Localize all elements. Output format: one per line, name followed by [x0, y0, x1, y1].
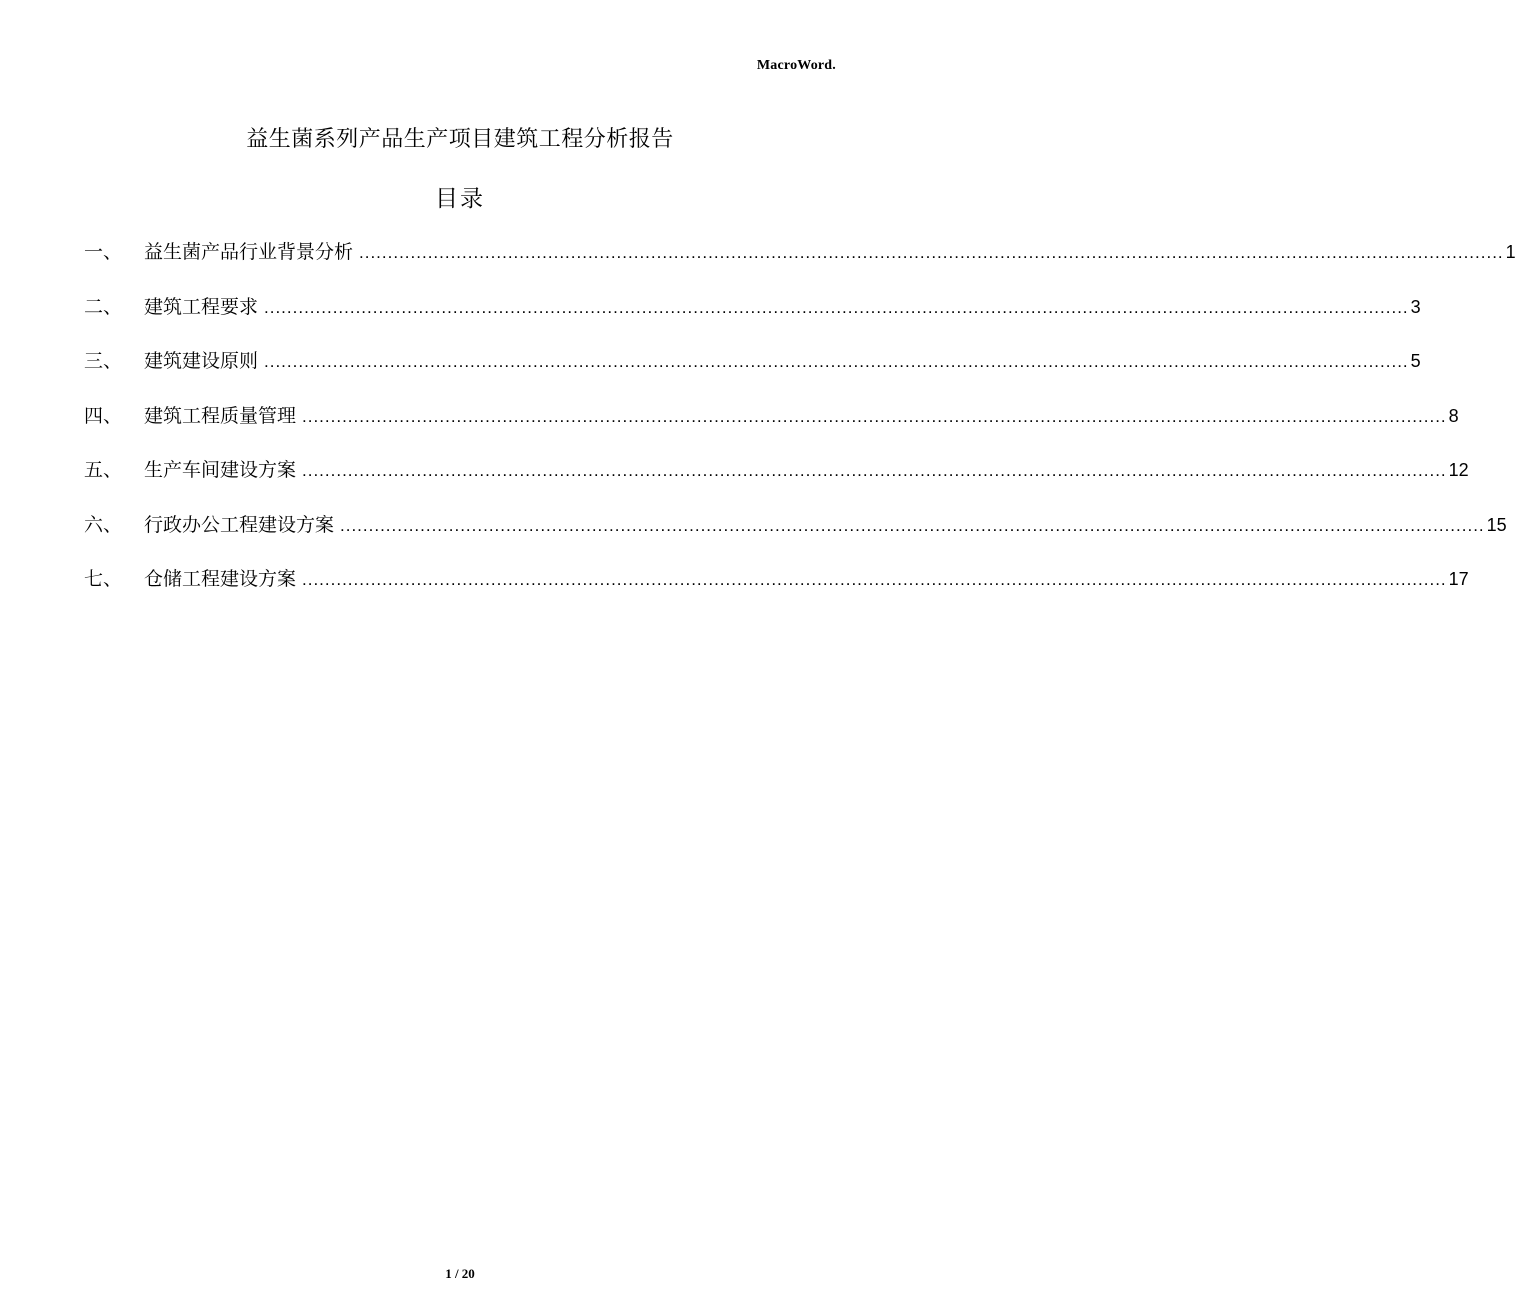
toc-entry-number: 五、: [84, 459, 123, 481]
toc-entry-number: 七、: [84, 568, 123, 590]
toc-entry-page: 17: [1448, 569, 1469, 589]
toc-entry-number: 四、: [84, 404, 123, 427]
document-title: 益生菌系列产品生产项目建筑工程分析报告: [246, 127, 674, 152]
toc-dot-leader: ........................................................................................................................................................................................................: [264, 297, 1409, 317]
toc-entry[interactable]: [84, 402, 1459, 457]
toc-dot-leader: ........................................................................................................................................................................................................: [359, 243, 1504, 262]
toc-entry-page: 1: [1505, 242, 1516, 262]
toc-entry-label: 建筑工程质量管理: [144, 404, 297, 427]
toc-entry-label: 生产车间建设方案: [144, 459, 297, 481]
toc-entry-page: 12: [1448, 460, 1469, 480]
toc-dot-leader: ........................................................................................................................................................................................................: [302, 406, 1447, 426]
header-brand: MacroWord.: [756, 58, 836, 73]
page-number-footer: 1 / 20: [445, 1266, 475, 1281]
toc-dot-leader: ........................................................................................................................................................................................................: [302, 461, 1447, 480]
toc-entry-page: 3: [1410, 296, 1421, 317]
toc-entry[interactable]: [84, 565, 1469, 620]
toc-entry-label: 益生菌产品行业背景分析: [144, 241, 354, 263]
toc-entry-number: 一、: [84, 241, 123, 263]
toc-entry[interactable]: [84, 347, 1421, 402]
toc-entry[interactable]: [84, 456, 1469, 511]
toc-dot-leader: ........................................................................................................................................................................................................: [264, 352, 1409, 371]
toc-entry-number: 六、: [84, 513, 123, 536]
toc-entry-label: 建筑建设原则: [144, 350, 259, 372]
toc-dot-leader: ........................................................................................................................................................................................................: [302, 570, 1447, 589]
toc-entry-number: 三、: [84, 350, 123, 372]
toc-entry-label: 建筑工程要求: [144, 295, 259, 318]
toc-entry-number: 二、: [84, 295, 123, 318]
toc-entry-label: 仓储工程建设方案: [144, 568, 297, 590]
toc-entry[interactable]: [84, 238, 1516, 293]
toc-entry[interactable]: [84, 511, 1507, 566]
toc-entry-page: 15: [1486, 514, 1507, 535]
toc-entry-page: 8: [1448, 405, 1459, 426]
table-of-contents: [84, 238, 1516, 620]
toc-entry-page: 5: [1410, 351, 1421, 371]
toc-heading: 目录: [435, 186, 485, 212]
toc-entry-label: 行政办公工程建设方案: [144, 513, 335, 536]
toc-entry[interactable]: [84, 293, 1421, 348]
toc-dot-leader: ........................................................................................................................................................................................................: [340, 515, 1485, 535]
